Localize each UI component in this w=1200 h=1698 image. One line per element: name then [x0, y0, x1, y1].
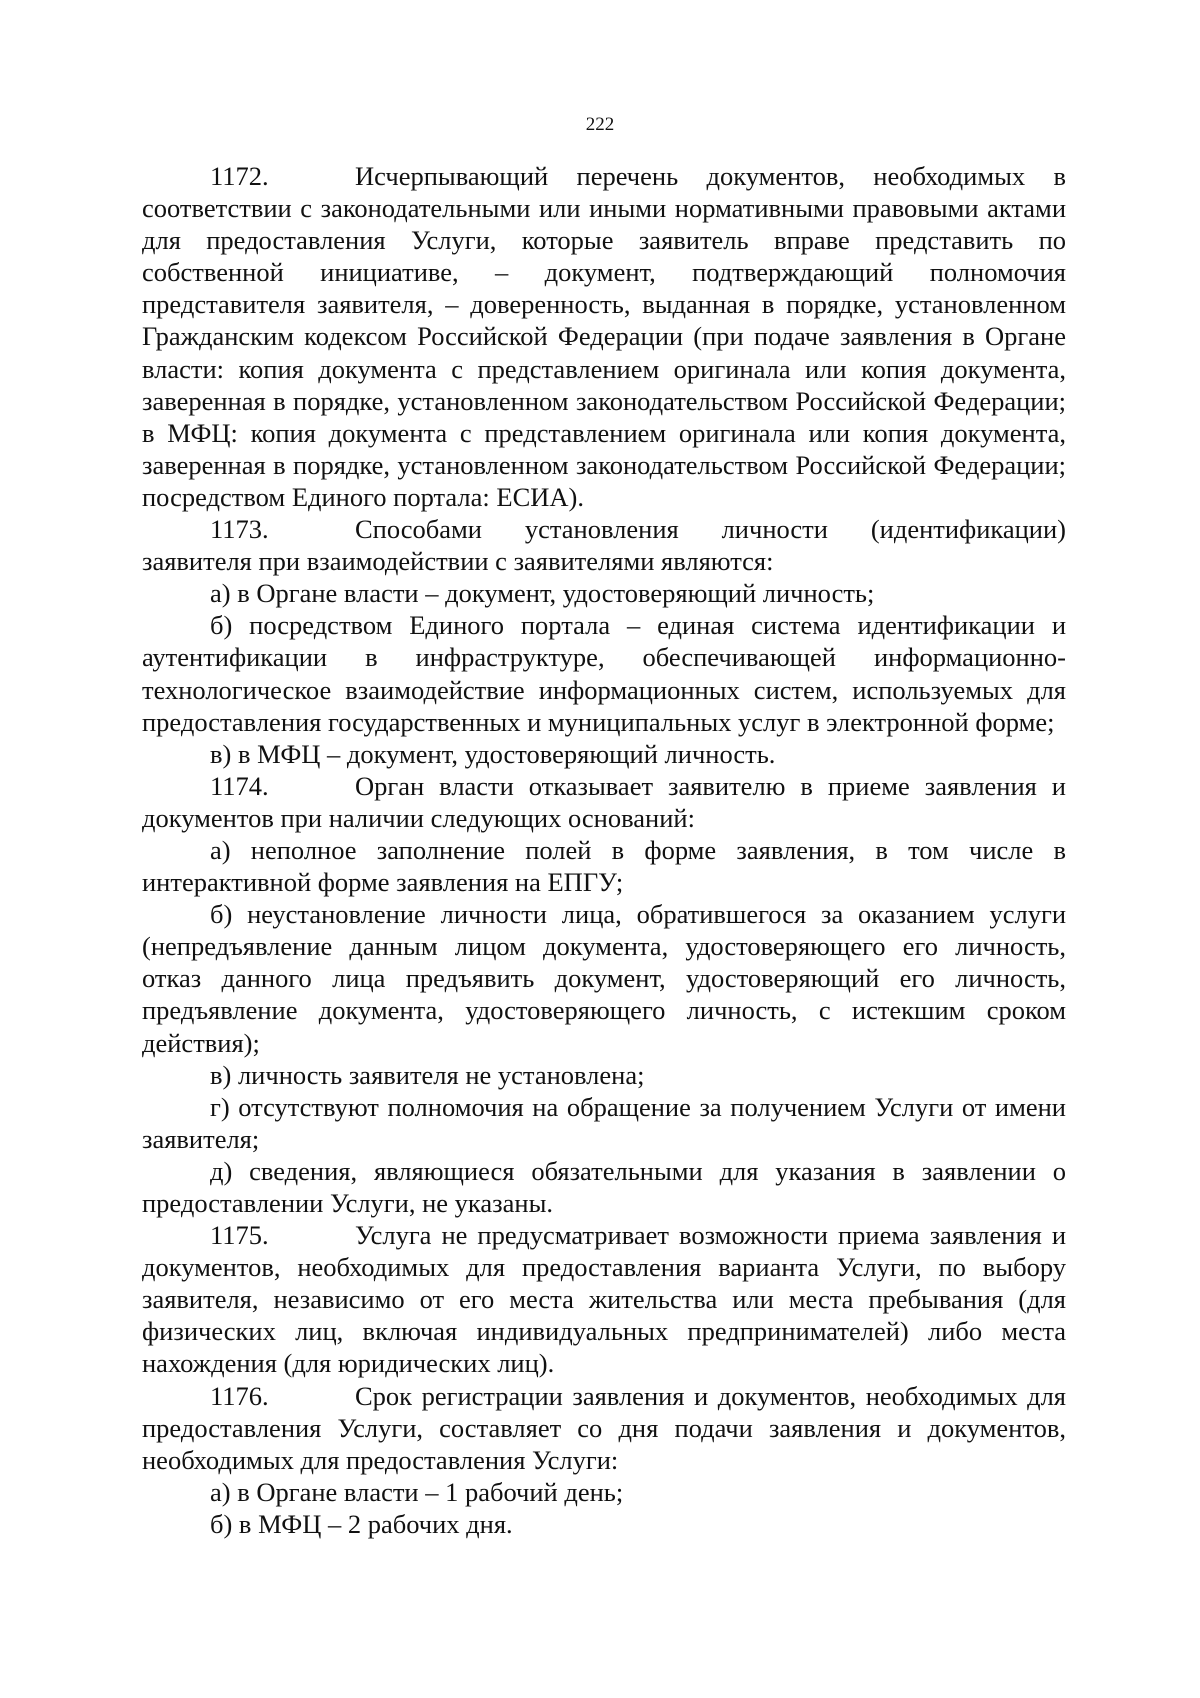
subitem-1174-b: б) неустановление личности лица, обратившегося за оказанием услуги (непредъявление данным лицом документа, удостоверяющего его личность, отказ данного лица предъявить документ, удостоверяющий его личность, предъявление документа, удостоверяющего личность, с истекшим сроком действия); — [142, 899, 1066, 1058]
paragraph-1176 — [142, 1380, 1066, 1476]
subitem-1173-b: б) посредством Единого портала – единая система идентификации и аутентификации в инфраструктуре, обеспечивающей информационно-технологическое взаимодействие информационных систем, используемых для предоставления государственных и муниципальных услуг в электронной форме; — [142, 610, 1066, 737]
item-number: 1172. — [210, 161, 269, 191]
subitem-1174-a: а) неполное заполнение полей в форме заявления, в том числе в интерактивной форме заявления на ЕПГУ; — [142, 834, 1066, 898]
item-text: Услуга не предусматривает возможности приема заявления и документов, необходимых для предоставления варианта Услуги, по выбору заявителя, независимо от его места жительства или места пребывания (для физических лиц, включая индивидуальных предпринимателей) либо места нахождения (для юридических лиц). — [142, 1220, 1066, 1379]
paragraph-1175 — [142, 1219, 1066, 1379]
item-text: Срок регистрации заявления и документов, необходимых для предоставления Услуги, составляет со дня подачи заявления и документов, необходимых для предоставления Услуги: — [142, 1380, 1066, 1475]
subitem-1176-b: б) в МФЦ – 2 рабочих дня. — [210, 1508, 513, 1539]
item-text: Орган власти отказывает заявителю в приеме заявления и документов при наличии следующих оснований: — [142, 770, 1066, 833]
item-number: 1174. — [210, 770, 269, 801]
subitem-1174-c: в) личность заявителя не установлена; — [210, 1059, 645, 1090]
subitem-1173-a: а) в Органе власти – документ, удостоверяющий личность; — [210, 578, 875, 609]
subitem-1174-d: г) отсутствуют полномочия на обращение за получением Услуги от имени заявителя; — [142, 1091, 1066, 1154]
paragraph-1172 — [142, 160, 1066, 513]
page-number: 222 — [585, 114, 615, 135]
document-body — [142, 160, 1066, 1540]
subitem-1176-a: а) в Органе власти – 1 рабочий день; — [210, 1476, 624, 1507]
paragraph-1173 — [142, 513, 1066, 577]
item-number: 1176. — [210, 1380, 269, 1411]
item-number: 1173. — [210, 514, 269, 545]
item-text: Исчерпывающий перечень документов, необходимых в соответствии с законодательными или иными нормативными правовыми актами для предоставления Услуги, которые заявитель вправе представить по собственной инициативе, – документ, подтверждающий полномочия представителя заявителя, – доверенность, выданная в порядке, установленном Гражданским кодексом Российской Федерации (при подаче заявления в Органе власти: копия документа с представлением оригинала или копия документа, заверенная в порядке, установленном законодательством Российской Федерации; в МФЦ: копия документа с представлением оригинала или копия документа, заверенная в порядке, установленном законодательством Российской Федерации; посредством Единого портала: ЕСИА). — [142, 161, 1066, 512]
paragraph-1174 — [142, 770, 1066, 834]
item-number: 1175. — [210, 1220, 269, 1251]
subitem-1174-e: д) сведения, являющиеся обязательными для указания в заявлении о предоставлении Услуги, не указаны. — [142, 1155, 1066, 1218]
subitem-1173-c: в) в МФЦ – документ, удостоверяющий личность. — [210, 738, 776, 769]
item-text: Способами установления личности (идентификации) заявителя при взаимодействии с заявителями являются: — [142, 514, 1066, 577]
